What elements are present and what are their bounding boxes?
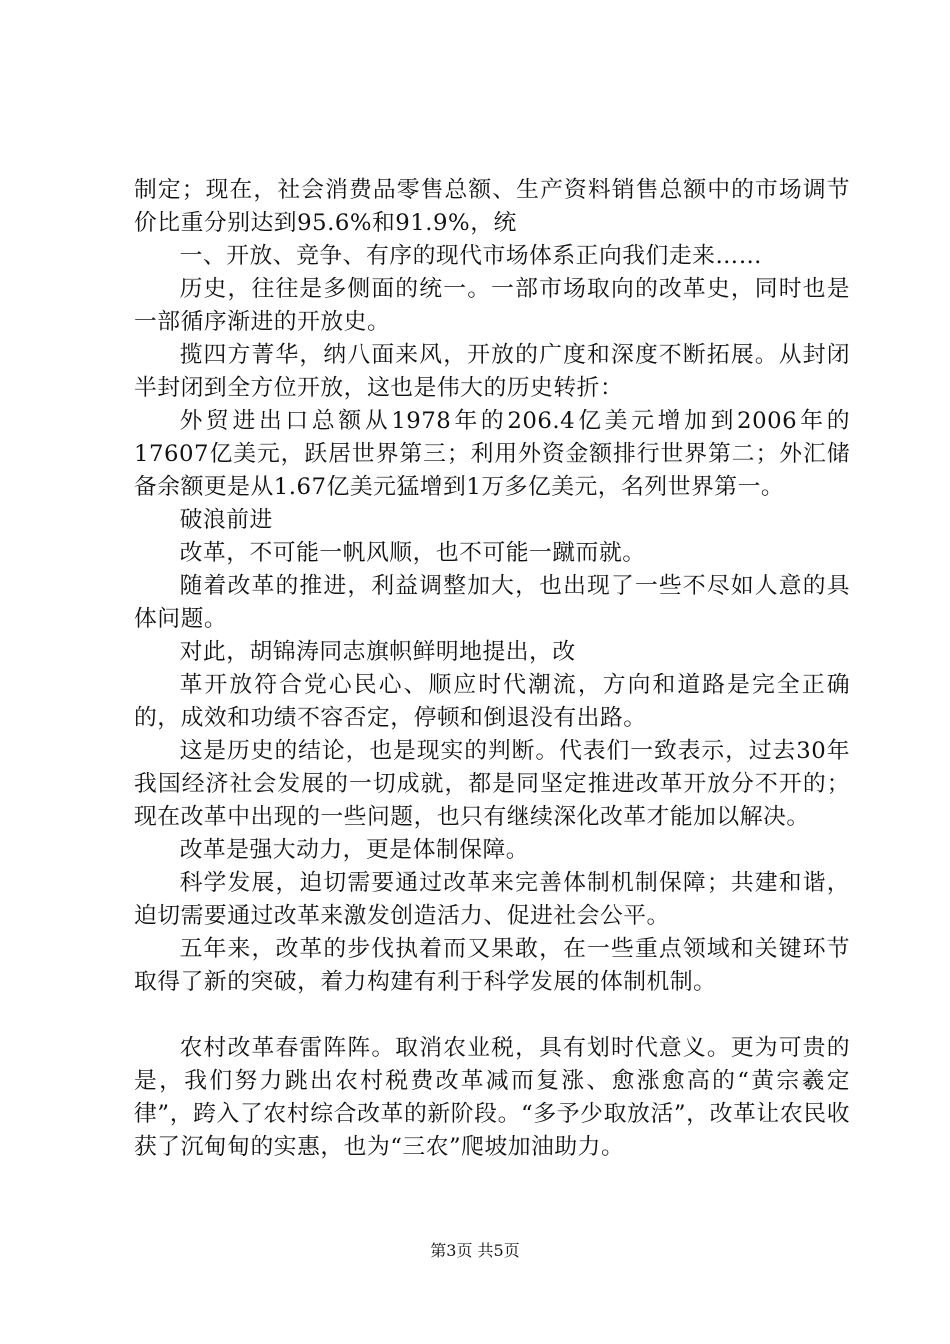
paragraph: 历史，往往是多侧面的统一。一部市场取向的改革史，同时也是一部循序渐进的开放史。 (134, 276, 850, 335)
paragraph: 农村改革春雷阵阵。取消农业税，具有划时代意义。更为可贵的是，我们努力跳出农村税费改革减而复涨、愈涨愈高的“黄宗羲定律”，跨入了农村综合改革的新阶段。“多予少取放活”，改革让农民收获了沉甸甸的实惠，也为“三农”爬坡加油助力。 (134, 1035, 850, 1160)
paragraph: 五年来，改革的步伐执着而又果敢，在一些重点领域和关键环节取得了新的突破，着力构建有利于科学发展的体制机制。 (134, 936, 850, 995)
paragraph: 破浪前进 (179, 507, 273, 533)
paragraph: 改革，不可能一帆风顺，也不可能一蹴而就。 (179, 540, 646, 566)
paragraph: 制定；现在，社会消费品零售总额、生产资料销售总额中的市场调节价比重分别达到95.6%和91.9%，统 (134, 177, 850, 236)
paragraph: 改革是强大动力，更是体制保障。 (179, 837, 530, 863)
document-body (134, 174, 850, 1164)
page-footer (0, 1238, 950, 1261)
paragraph: 革开放符合党心民心、顺应时代潮流，方向和道路是完全正确的，成效和功绩不容否定，停顿和倒退没有出路。 (134, 672, 850, 731)
paragraph: 随着改革的推进，利益调整加大，也出现了一些不尽如人意的具体问题。 (134, 573, 850, 632)
paragraph: 揽四方菁华，纳八面来风，开放的广度和深度不断拓展。从封闭半封闭到全方位开放，这也是伟大的历史转折： (134, 342, 850, 401)
paragraph-gap (134, 999, 850, 1032)
page-number: 第3页 共5页 (430, 1241, 520, 1260)
paragraph: 一、开放、竞争、有序的现代市场体系正向我们走来…… (179, 243, 763, 269)
paragraph: 对此，胡锦涛同志旗帜鲜明地提出，改 (179, 639, 576, 665)
paragraph: 外贸进出口总额从1978年的206.4亿美元增加到2006年的17607亿美元，跃居世界第三；利用外资金额排行世界第二；外汇储备余额更是从1.67亿美元猛增到1万多亿美元，名列世界第一。 (134, 408, 850, 500)
paragraph: 这是历史的结论，也是现实的判断。代表们一致表示，过去30年我国经济社会发展的一切成就，都是同坚定推进改革开放分不开的；现在改革中出现的一些问题，也只有继续深化改革才能加以解决。 (134, 738, 850, 830)
paragraph: 科学发展，迫切需要通过改革来完善体制机制保障；共建和谐，迫切需要通过改革来激发创造活力、促进社会公平。 (134, 870, 850, 929)
